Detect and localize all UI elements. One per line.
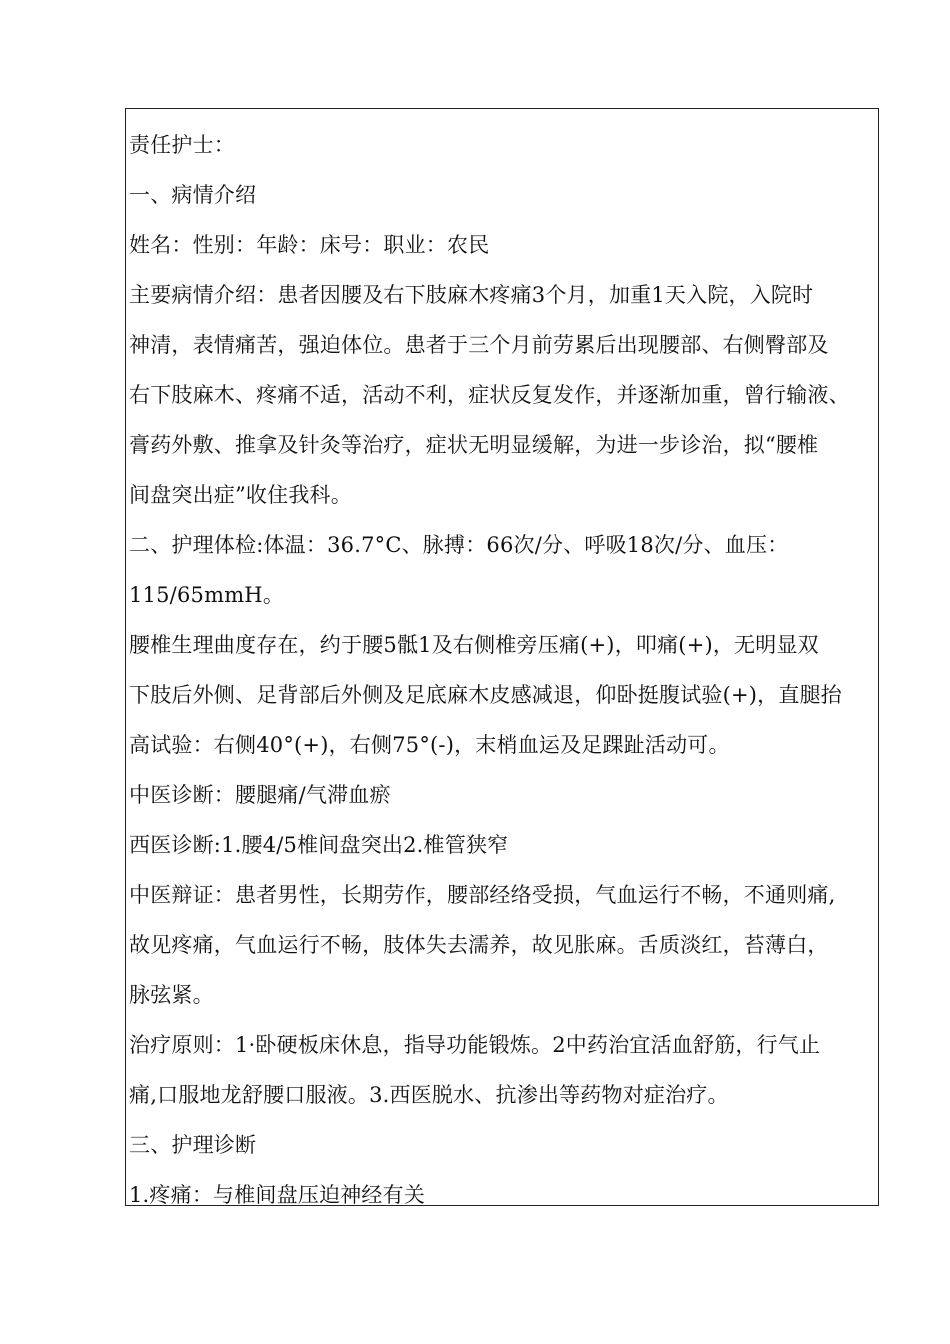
condition-text-line: 主要病情介绍：患者因腰及右下肢麻木疼痛3个月，加重1天入院，入院时: [129, 283, 814, 307]
tcm-syndrome-line: 中医辩证：患者男性，长期劳作，腰部经络受损，气血运行不畅，不通则痛,: [129, 883, 836, 907]
condition-text-line: 间盘突出症”收住我科。: [129, 483, 352, 507]
patient-info-line: 姓名：性别：年龄：床号：职业：农民: [129, 233, 490, 257]
tcm-syndrome-line: 故见疼痛，气血运行不畅，肢体失去濡养，故见胀麻。舌质淡红，苔薄白，: [129, 933, 829, 957]
tcm-syndrome-line: 脉弦紧。: [129, 983, 214, 1007]
nursing-record-table: [125, 108, 879, 1206]
tcm-diagnosis-line: 中医诊断：腰腿痛/气滞血瘀: [129, 783, 391, 807]
section-heading-exam: 二、护理体检:体温：36.7°C、脉搏：66次/分、呼吸18次/分、血压：: [129, 533, 789, 557]
exam-text-line: 高试验：右侧40°(+)，右侧75°(-)，末梢血运及足踝趾活动可。: [129, 733, 730, 757]
exam-text-line: 下肢后外侧、足背部后外侧及足底麻木皮感减退，仰卧挺腹试验(+)，直腿抬: [129, 683, 842, 707]
treatment-principle-line: 痛,口服地龙舒腰口服液。3.西医脱水、抗渗出等药物对症治疗。: [129, 1083, 729, 1107]
section-heading-condition: 一、病情介绍: [129, 183, 257, 207]
blood-pressure-line: 115/65mmH。: [129, 583, 285, 607]
condition-text-line: 膏药外敷、推拿及针灸等治疗，症状无明显缓解，为进一步诊治，拟“腰椎: [129, 433, 819, 457]
nursing-diagnosis-item: 1.疼痛：与椎间盘压迫神经有关: [129, 1183, 426, 1207]
section-heading-nursing-diagnosis: 三、护理诊断: [129, 1133, 257, 1157]
condition-text-line: 右下肢麻木、疼痛不适，活动不利，症状反复发作，并逐渐加重，曾行输液、: [129, 383, 850, 407]
western-diagnosis-line: 西医诊断:1.腰4/5椎间盘突出2.椎管狭窄: [129, 833, 509, 857]
condition-text-line: 神清，表情痛苦，强迫体位。患者于三个月前劳累后出现腰部、右侧臀部及: [129, 333, 829, 357]
exam-text-line: 腰椎生理曲度存在，约于腰5骶1及右侧椎旁压痛(+)，叩痛(+)，无明显双: [129, 633, 819, 657]
responsible-nurse-label: 责任护士：: [129, 133, 235, 157]
treatment-principle-line: 治疗原则：1·卧硬板床休息，指导功能锻炼。2中药治宜活血舒筋，行气止: [129, 1033, 821, 1057]
